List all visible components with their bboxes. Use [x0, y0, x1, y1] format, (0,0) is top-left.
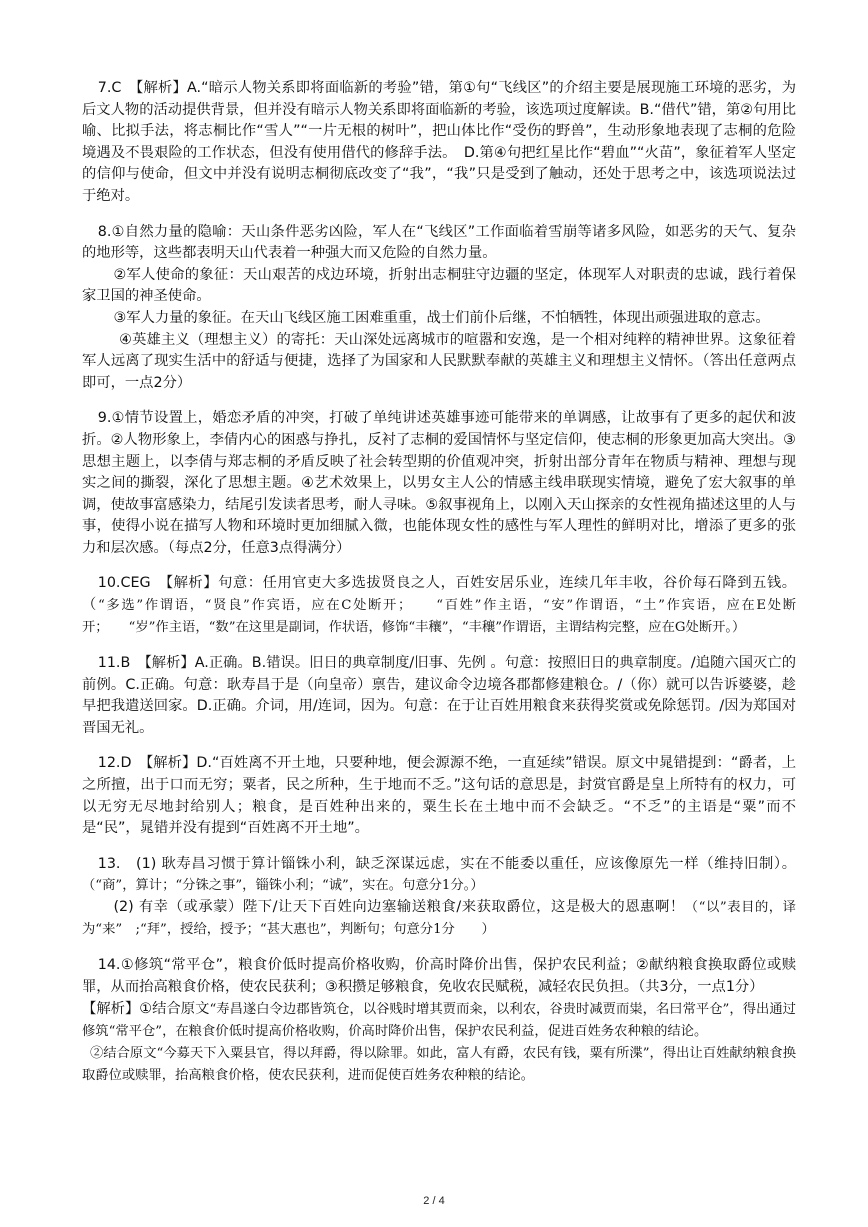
q13-translation-2: (2) 有幸（或承蒙）陛下/让天下百姓向边塞输送粮食/来获取爵位，这是极大的恩惠啊！	[113, 899, 685, 916]
answer-q14	[82, 955, 796, 1086]
q14-answer: 14.①修筑“常平仓”，粮食价低时提高价格收购，价高时降价出售，保护农民利益；②献纳粮食换取爵位或赎罪，从而抬高粮食价格，使农民获利；③积攒足够粮食，免收农民赋税，减轻农民负担。（共3分，一点1分）	[82, 957, 796, 995]
q13-part-2	[82, 897, 796, 941]
answer-q7	[82, 78, 796, 208]
q10-translation: 10.CEG 【解析】句意：任用官吏大多选拔贤良之人，百姓安居乐业，连续几年丰收，谷价每石降到五钱。（	[82, 575, 796, 614]
q8-point-2: ②军人使命的象征：天山艰苦的戍边环境，折射出志桐驻守边疆的坚定，体现军人对职责的忠诚，践行着保家卫国的神圣使命。	[82, 266, 796, 305]
q7-analysis: 7.C 【解析】A.“暗示人物关系即将面临新的考验”错，第①句“飞线区”的介绍主要是展现施工环境的恶劣，为后文人物的活动提供背景，但并没有暗示人物关系即将面临新的考验，该选项过度解读。B.“借代”错，第②句用比喻、比拟手法，将志桐比作“雪人”“一片无根的树叶”，把山体比作“受伤的野兽”，生动形象地表现了志桐的危险境遇及不畏艰险的工作状态，但没有使用借代的修辞手法。 D.第④句把红星比作“碧血”“火苗”，象征着军人坚定的信仰与使命，但文中并没有说明志桐彻底改变了“我”，“我”只是受到了触动，还处于思考之中，该选项说法过于绝对。	[82, 80, 796, 204]
q10-parse: “多选”作谓语，“贤良”作宾语，应在C处断开； “百姓”作主语，“安”作谓语，“土”作宾语，应在E处断开； “岁”作主语，“数”在这里是副词，作状语，修饰“丰穰”，“丰穰”作谓语，主谓结构完整，应在G处断开。）	[82, 598, 796, 636]
q13-part-1	[82, 854, 796, 898]
q13-notes-1: （“商”，算计；“分铢之事”，锱铢小利；“诚”，实在。句意分1分。）	[82, 878, 484, 894]
q11-analysis: 11.B 【解析】A.正确。B.错误。旧日的典章制度/旧事、先例 。句意：按照旧日的典章制度。/追随六国灭亡的前例。C.正确。句意：耿寿昌于是（向皇帝）禀告，建议命令边境各郡都修建粮仓。/（你）就可以告诉婆婆，趁早把我遣送回家。D.正确。介词，用/连词，因为。句意：在于让百姓用粮食来获得奖赏或免除惩罚。/因为郑国对晋国无礼。	[82, 655, 796, 736]
page-number: 2 / 4	[423, 1195, 445, 1207]
q13-notes-2: （“以”表目的，译为“来” ;“拜”，授给，授予；“甚大惠也”，判断句；句意分1分 ）	[82, 900, 796, 938]
q13-translation-1: 13. (1) 耿寿昌习惯于算计锱铢小利，缺乏深谋远虑，实在不能委以重任，应该像原先一样（维持旧制）。	[97, 855, 796, 872]
q12-analysis: 12.D 【解析】D.“百姓离不开土地，只要种地，便会源源不绝，一直延续”错误。原文中晁错提到：“爵者，上之所擅，出于口而无穷；粟者，民之所种，生于地而不乏。”这句话的意思是，封赏官爵是皇上所特有的权力，可以无穷无尽地封给别人；粮食，是百姓种出来的，粟生长在土地中而不会缺乏。“不乏”的主语是“粟”而不是“民”，晁错并没有提到“百姓离不开土地”。	[82, 755, 796, 837]
q8-point-1: 8.①自然力量的隐喻：天山条件恶劣凶险，军人在“飞线区”工作面临着雪崩等诸多风险，如恶劣的天气、复杂的地形等，这些都表明天山代表着一种强大而又危险的自然力量。	[82, 223, 796, 262]
q10-answer	[82, 573, 796, 639]
q8-point-3: ③军人力量的象征。在天山飞线区施工困难重重，战士们前仆后继，不怕牺牲，体现出顽强进取的意志。	[113, 309, 770, 326]
answer-q9	[82, 408, 796, 559]
answer-q13	[82, 854, 796, 942]
answer-q10	[82, 573, 796, 639]
q14-analysis-1	[82, 999, 796, 1043]
q14-analysis-label: 【解析】①结合原文	[82, 1000, 210, 1017]
q8-point-4: ④英雄主义（理想主义）的寄托：天山深处远离城市的喧嚣和安逸，是一个相对纯粹的精神世界。这象征着军人远离了现实生活中的舒适与便捷，选择了为国家和人民默默奉献的英雄主义和理想主义情怀。（答出任意两点即可，一点2分）	[82, 331, 796, 391]
answer-content	[82, 78, 796, 1101]
answer-q11	[82, 653, 796, 739]
answer-q12	[82, 753, 796, 839]
q9-answer: 9.①情节设置上，婚恋矛盾的冲突，打破了单纯讲述英雄事迹可能带来的单调感，让故事有了更多的起伏和波折。②人物形象上，李倩内心的困惑与挣扎，反衬了志桐的爱国情怀与坚定信仰，使志桐的形象更加高大突出。③思想主题上，以李倩与郑志桐的矛盾反映了社会转型期的价值观冲突，折射出部分青年在物质与精神、理想与现实之间的撕裂，深化了思想主题。④艺术效果上，以男女主人公的情感主线串联现实情境，避免了宏大叙事的单调，使故事富感染力，结尾引发读者思考，耐人寻味。⑤叙事视角上，以刚入天山探亲的女性视角描述这里的人与事，使得小说在描写人物和环境时更加细腻入微，也能体现女性的感性与军人理性的鲜明对比，增添了更多的张力和层次感。（每点2分，任意3点得满分）	[82, 410, 796, 556]
answer-q8	[82, 222, 796, 395]
q14-analysis-2: ②结合原文“今募天下入粟县官，得以拜爵，得以除罪。如此，富人有爵，农民有钱，粟有所渫”，得出让百姓献纳粮食换取爵位或赎罪，抬高粮食价格，使农民获利，进而促使百姓务农种粮的结论。	[82, 1045, 796, 1083]
q14-analysis-1-text: “寿昌遂白令边郡皆筑仓，以谷贱时增其贾而籴，以利农，谷贵时减贾而粜，名曰常平仓”，得出通过修筑“常平仓”，在粮食价低时提高价格收购，价高时降价出售，保护农民利益，促进百姓务农种粮的结论。	[82, 1001, 796, 1039]
